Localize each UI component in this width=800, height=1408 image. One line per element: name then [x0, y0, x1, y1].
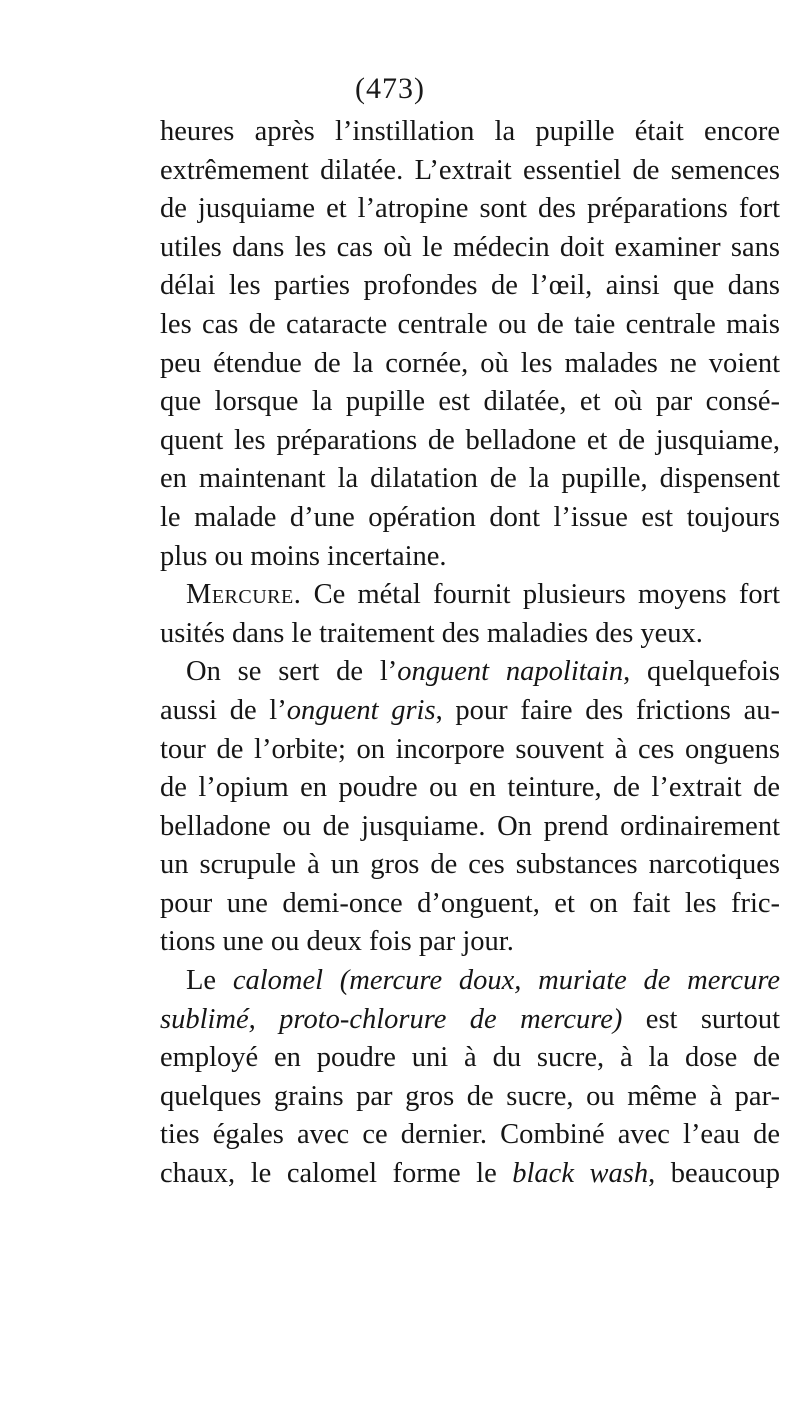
text-line: employé en poudre uni à du sucre, à la dose de: [160, 1042, 780, 1074]
text-line: que lorsque la pupille est dilatée, et où par consé-: [160, 386, 780, 418]
text-line-mercure: [160, 576, 780, 615]
text-line: quelques grains par gros de sucre, ou même à par-: [160, 1080, 780, 1112]
text-line: heures après l’instillation la pupille était encore: [160, 116, 780, 147]
text-line: belladone ou de jusquiame. On prend ordinairement: [160, 810, 780, 842]
text-fragment: , beaucoup: [648, 1158, 780, 1190]
text-line: un scrupule à un gros de ces substances narcotiques: [160, 849, 780, 881]
italic-term: onguent gris: [286, 694, 436, 726]
text-line: en maintenant la dilatation de la pupille, dispensent: [160, 463, 780, 495]
italic-term: onguent napolitain: [397, 656, 624, 688]
text-line: extrêmement dilatée. L’extrait essentiel de semences: [160, 154, 780, 186]
text-fragment: Le: [186, 965, 233, 997]
text-line: les cas de cataracte centrale ou de taie centrale mais: [160, 308, 780, 340]
italic-term: calomel (mercure doux, muriate de mercure: [232, 965, 780, 997]
text-line: quent les préparations de belladone et de jusquiame,: [160, 424, 780, 456]
italic-term: sublimé, proto-chlorure de mercure): [160, 1003, 623, 1035]
text-line: délai les parties profondes de l’œil, ainsi que dans: [160, 270, 780, 302]
text-line: pour une demi-once d’onguent, et on fait les fric-: [160, 887, 780, 919]
text-line: de jusquiame et l’atropine sont des préparations fort: [160, 193, 780, 225]
page-number: (473): [355, 72, 425, 105]
text-line: [160, 1155, 780, 1194]
text-line: usités dans le traitement des maladies des yeux.: [160, 617, 703, 649]
text-fragment: On se sert de l’: [186, 656, 398, 688]
text-line: [160, 692, 780, 731]
text-fragment: , quelquefois: [623, 656, 780, 688]
text-line: tour de l’orbite; on incorpore souvent à ces onguens: [160, 733, 780, 765]
text-line: [160, 653, 780, 692]
text-line: [160, 962, 780, 1001]
text-line: ties égales avec ce dernier. Combiné avec l’eau de: [160, 1119, 780, 1151]
italic-term: black wash: [512, 1158, 649, 1190]
text-line: de l’opium en poudre ou en teinture, de l’extrait de: [160, 772, 780, 804]
section-heading-mercure: Mercure.: [186, 579, 302, 611]
text-fragment: chaux, le calomel forme le: [160, 1158, 513, 1190]
body-text: [160, 113, 780, 1194]
text-line: plus ou moins incertaine.: [160, 540, 447, 572]
text-fragment: est surtout: [622, 1003, 781, 1035]
text-fragment: aussi de l’: [160, 694, 287, 726]
text-fragment: , pour faire des frictions au-: [435, 694, 780, 726]
text-line: utiles dans les cas où le médecin doit examiner sans: [160, 231, 780, 263]
text-line: [160, 1001, 780, 1040]
text-line: peu étendue de la cornée, où les malades ne voient: [160, 347, 780, 379]
text-line: le malade d’une opération dont l’issue est toujours: [160, 501, 780, 533]
text-line: tions une ou deux fois par jour.: [160, 926, 514, 958]
text-fragment: Ce métal fournit plusieurs moyens fort: [301, 579, 780, 611]
